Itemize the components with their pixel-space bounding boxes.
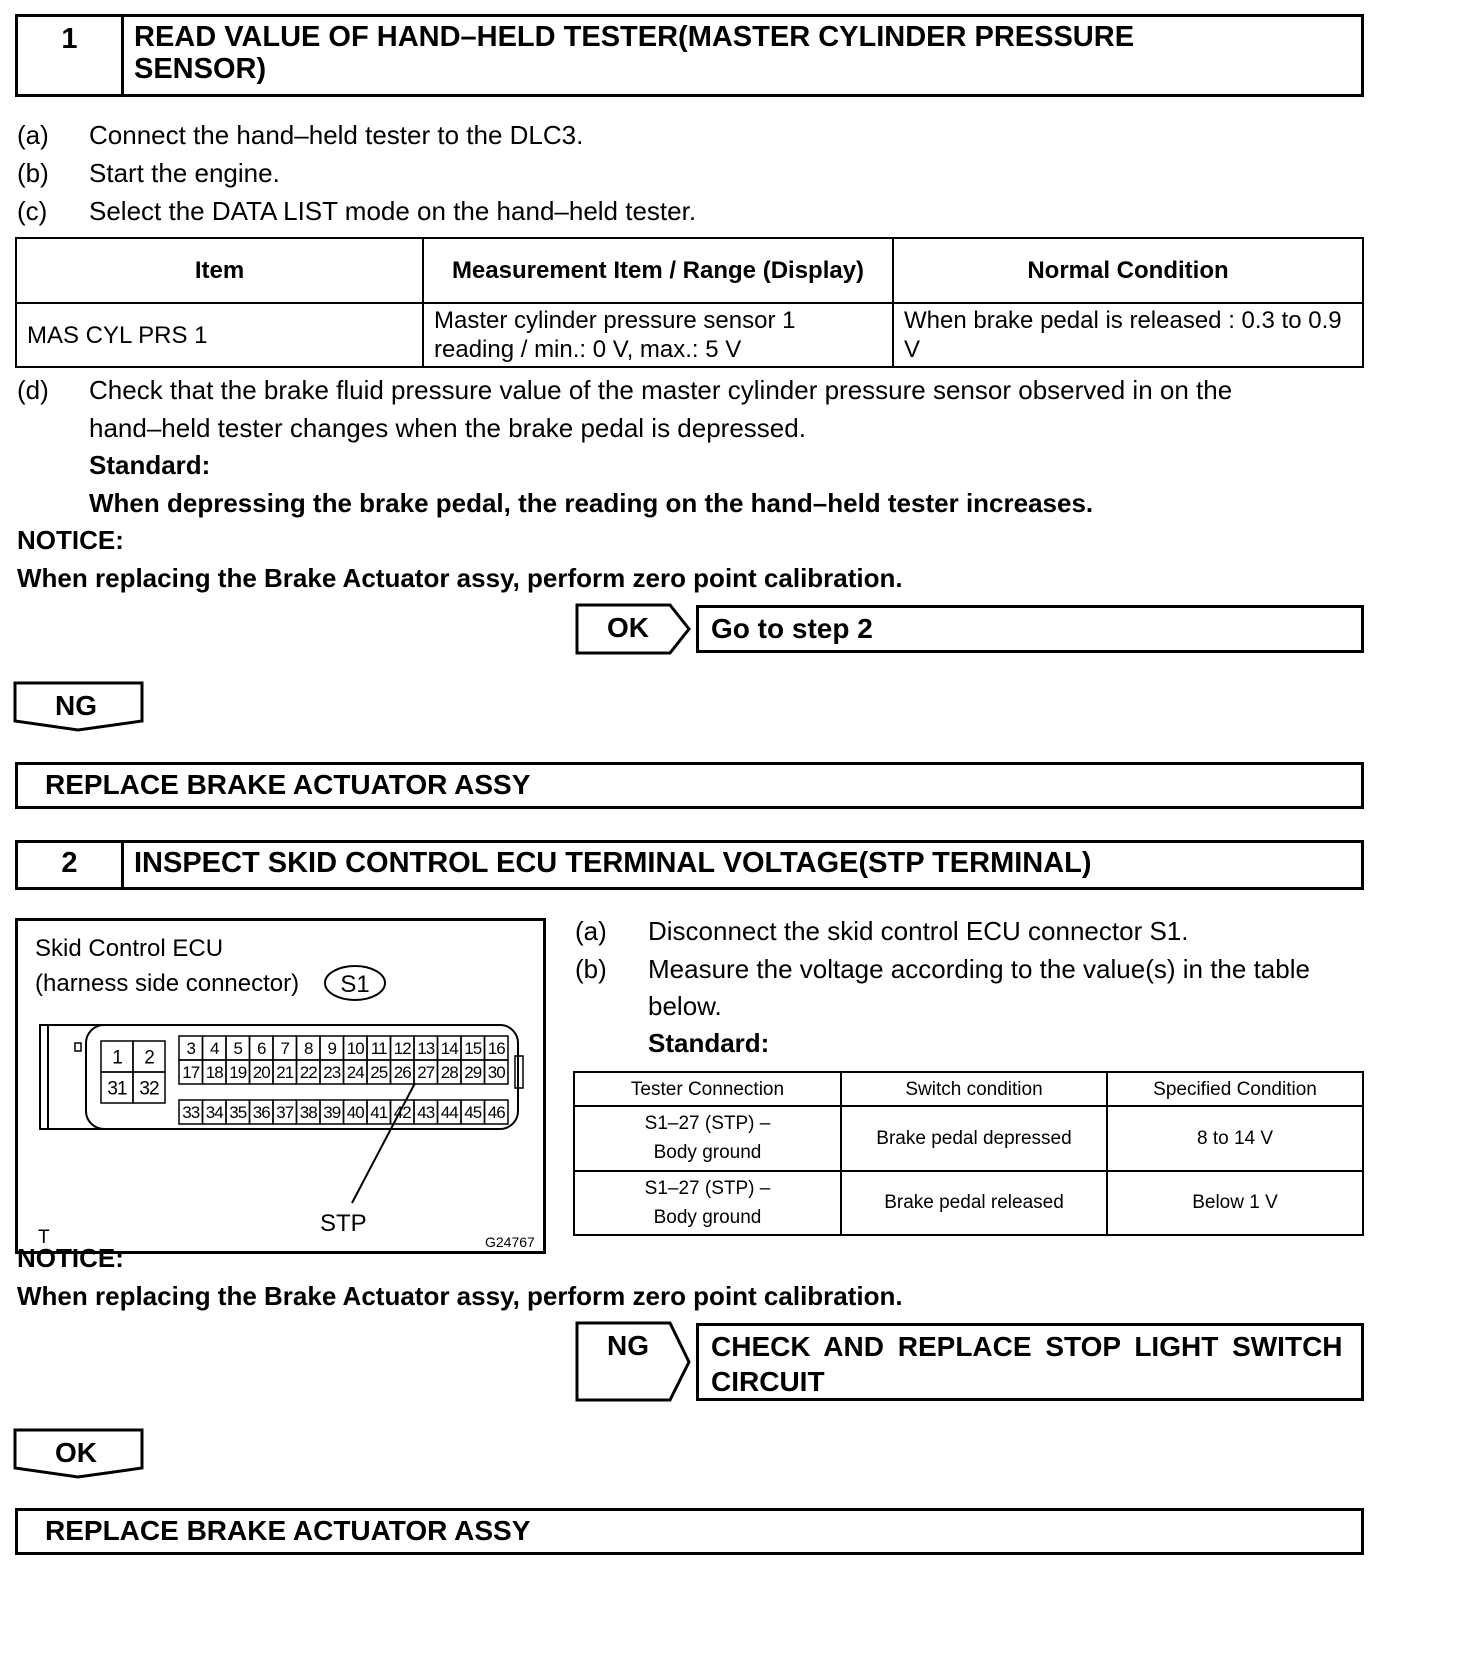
notice-label: NOTICE: [17, 1243, 124, 1273]
pin-number: 22 [299, 1063, 317, 1083]
step-label: (b) [17, 158, 49, 188]
standard-label: Standard: [648, 1028, 770, 1058]
step-label: (a) [575, 916, 607, 946]
table-cell: Brake pedal released [841, 1171, 1107, 1236]
ok-result: REPLACE BRAKE ACTUATOR ASSY [45, 1515, 531, 1546]
ng-result-box [15, 762, 1364, 809]
pin-number: 8 [304, 1039, 313, 1059]
pin-number: 25 [370, 1063, 388, 1083]
pin-number: 34 [205, 1103, 223, 1123]
ng-label: NG [55, 690, 97, 721]
pin-number: 4 [210, 1039, 219, 1059]
step-label: (a) [17, 120, 49, 150]
column-header: Normal Condition [893, 238, 1363, 303]
pin-number: 7 [280, 1039, 289, 1059]
notice-text: When replacing the Brake Actuator assy, perform zero point calibration. [17, 563, 903, 593]
step-label: (c) [17, 196, 48, 226]
pin-number: 39 [323, 1103, 341, 1123]
pin-number: 26 [393, 1063, 411, 1083]
step-text: Disconnect the skid control ECU connector S1. [648, 916, 1189, 946]
connector-id: S1 [340, 971, 370, 998]
table-cell: Master cylinder pressure sensor 1 reading / min.: 0 V, max.: 5 V [423, 303, 893, 367]
ok-result-box [696, 605, 1364, 653]
table-cell: Below 1 V [1107, 1171, 1363, 1236]
table-row [16, 303, 1363, 367]
step-text: hand–held tester changes when the brake pedal is depressed. [89, 413, 806, 443]
pin-number: 12 [393, 1039, 411, 1059]
data-list-table [15, 237, 1364, 368]
pin-number: 42 [393, 1103, 411, 1123]
pin-number: 13 [417, 1039, 435, 1059]
step-title: READ VALUE OF HAND–HELD TESTER(MASTER CYLINDER PRESSURE SENSOR) [134, 21, 1135, 85]
notice-text: When replacing the Brake Actuator assy, perform zero point calibration. [17, 1281, 903, 1311]
notice-label: NOTICE: [17, 525, 124, 555]
pin-number: 35 [229, 1103, 247, 1123]
pin-number: 40 [346, 1103, 364, 1123]
pin-number: 19 [229, 1063, 247, 1083]
pin-number: 9 [327, 1039, 336, 1059]
table-cell: When brake pedal is released : 0.3 to 0.9 V [893, 303, 1363, 367]
pin-number: 23 [323, 1063, 341, 1083]
pin-number: 24 [346, 1063, 364, 1083]
ok-label: OK [607, 612, 649, 643]
ok-result: Go to step 2 [711, 613, 873, 644]
pin-number: 15 [464, 1039, 482, 1059]
ng-label: NG [607, 1330, 649, 1361]
step-text: Measure the voltage according to the value(s) in the table [648, 954, 1310, 984]
pin-number: 41 [370, 1103, 388, 1123]
pin-number: 38 [299, 1103, 317, 1123]
table-cell: MAS CYL PRS 1 [16, 303, 423, 367]
pin-number: 27 [417, 1063, 435, 1083]
pin-number: 32 [139, 1078, 159, 1100]
step-text: Select the DATA LIST mode on the hand–held tester. [89, 196, 697, 226]
table-cell: S1–27 (STP) – [644, 1113, 771, 1135]
pin-number: 10 [346, 1039, 364, 1059]
pin-number: 11 [370, 1039, 387, 1059]
step-text: below. [648, 991, 722, 1021]
pin-number: 16 [487, 1039, 505, 1059]
step2-header [15, 840, 1364, 890]
pin-number: 45 [464, 1103, 482, 1123]
pin-number: 1 [112, 1047, 122, 1069]
step1-header [15, 14, 1364, 97]
step-number: 2 [18, 843, 124, 887]
column-header: Item [16, 238, 423, 303]
pin-number: 31 [107, 1078, 127, 1100]
diagram-title: Skid Control ECU [35, 935, 224, 962]
pin-number: 28 [440, 1063, 458, 1083]
connector-drawing [18, 921, 543, 1251]
standard-text: When depressing the brake pedal, the reading on the hand–held tester increases. [89, 488, 1094, 518]
connector-diagram [15, 918, 546, 1254]
step-title: INSPECT SKID CONTROL ECU TERMINAL VOLTAGE(STP TERMINAL) [134, 847, 1092, 879]
pin-number: 44 [440, 1103, 458, 1123]
pin-number: 20 [252, 1063, 270, 1083]
table-row [574, 1171, 1363, 1236]
column-header: Measurement Item / Range (Display) [423, 238, 893, 303]
table-cell: Body ground [653, 1206, 762, 1228]
pin-number: 46 [487, 1103, 505, 1123]
table-cell: S1–27 (STP) – [644, 1177, 771, 1199]
column-header: Tester Connection [574, 1072, 841, 1106]
figure-id: G24767 [485, 1234, 535, 1250]
voltage-table [573, 1071, 1364, 1236]
ng-result: REPLACE BRAKE ACTUATOR ASSY [45, 769, 531, 800]
diagram-subtitle: (harness side connector) [35, 970, 300, 997]
pin-number: 36 [252, 1103, 270, 1123]
step-text: Check that the brake fluid pressure value of the master cylinder pressure sensor observed in on the [89, 375, 1233, 405]
ng-result: CHECK AND REPLACE STOP LIGHT SWITCH CIRCUIT [711, 1331, 1343, 1397]
pin-number: 5 [233, 1039, 242, 1059]
step-text: Connect the hand–held tester to the DLC3. [89, 120, 584, 150]
standard-label: Standard: [89, 450, 211, 480]
table-cell: Body ground [653, 1142, 762, 1164]
pin-number: 14 [440, 1039, 458, 1059]
step-label: (b) [575, 954, 607, 984]
step-number: 1 [18, 17, 124, 94]
column-header: Specified Condition [1107, 1072, 1363, 1106]
pin-number: 37 [276, 1103, 294, 1123]
ok-label: OK [55, 1437, 97, 1468]
pin-number: 3 [186, 1039, 195, 1059]
stp-callout: STP [320, 1210, 367, 1237]
table-row [574, 1106, 1363, 1171]
step-label: (d) [17, 375, 49, 405]
pin-number: 30 [487, 1063, 505, 1083]
pin-number: 21 [276, 1063, 294, 1083]
ng-result-box [696, 1323, 1364, 1401]
column-header: Switch condition [841, 1072, 1107, 1106]
table-cell: 8 to 14 V [1107, 1106, 1363, 1171]
pin-number: 33 [182, 1103, 200, 1123]
pin-number: 2 [144, 1047, 154, 1069]
pin-number: 18 [205, 1063, 223, 1083]
pin-number: 17 [182, 1063, 200, 1083]
pin-number: 43 [417, 1103, 435, 1123]
ok-result-box [15, 1508, 1364, 1555]
table-cell: Brake pedal depressed [841, 1106, 1107, 1171]
pin-number: 6 [257, 1039, 266, 1059]
step-text: Start the engine. [89, 158, 280, 188]
pin-number: 29 [464, 1063, 482, 1083]
corner-mark: T [38, 1227, 50, 1248]
